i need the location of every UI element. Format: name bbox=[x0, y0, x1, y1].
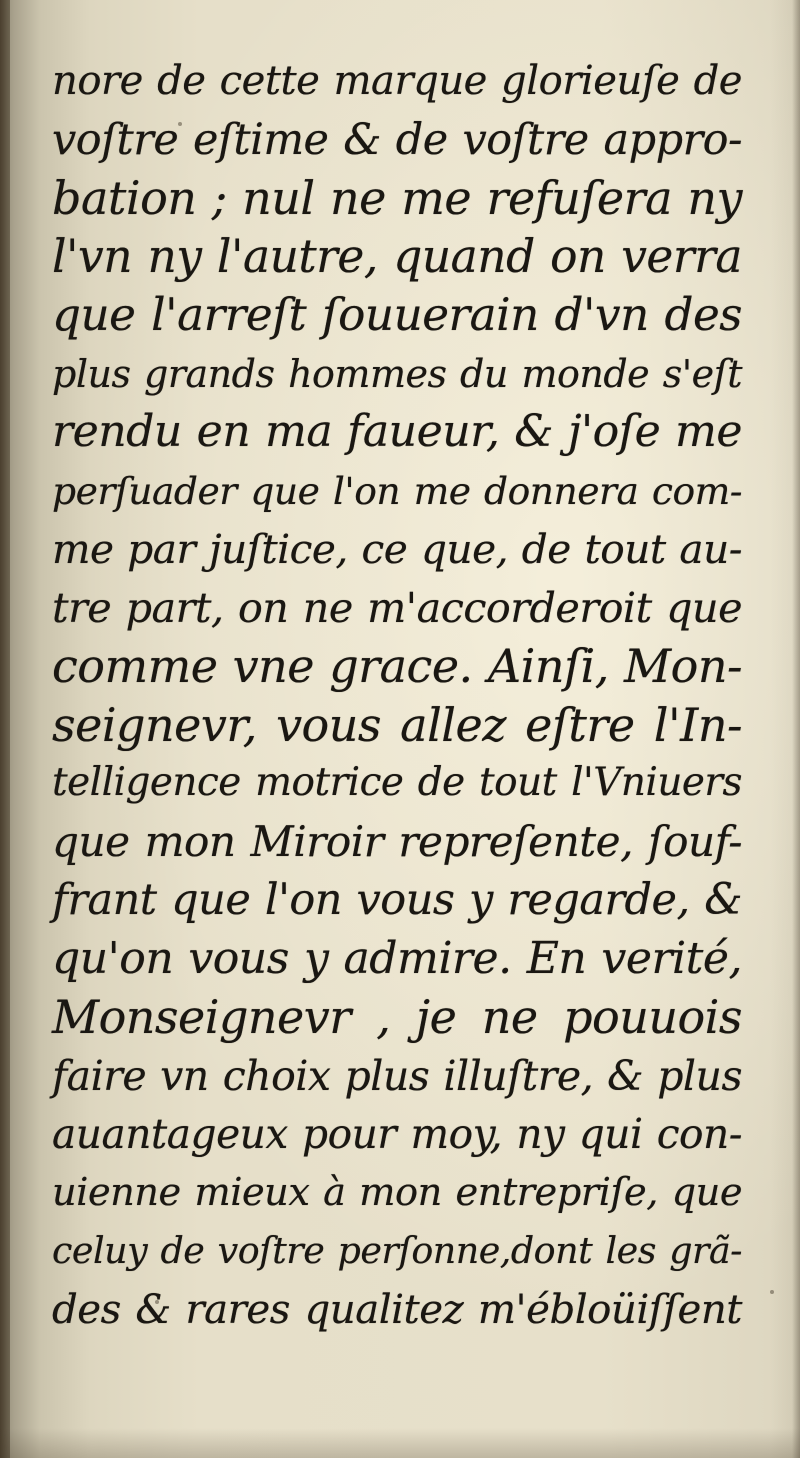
text-line: l'vn ny l'autre, quand on verra bbox=[52, 229, 742, 283]
text-line: frant que l'on vous y regarde, & bbox=[52, 875, 742, 925]
text-line: tre part, on ne m'accorderoit que bbox=[52, 583, 742, 632]
text-line: telligence motrice de tout l'Vniuers bbox=[52, 760, 742, 805]
text-line: faire vn choix plus illuſtre, & plus bbox=[52, 1051, 742, 1100]
text-line: nore de cette marque glorieuſe de bbox=[52, 58, 742, 104]
text-line: uienne mieux à mon entrepriſe, que bbox=[52, 1169, 742, 1215]
text-line: bation ; nul ne me refuſera ny bbox=[52, 171, 742, 225]
ink-speck bbox=[770, 1290, 774, 1294]
text-line: qu'on vous y admire. En verité, bbox=[52, 932, 742, 984]
page-edge-shadow bbox=[792, 0, 800, 1458]
text-line: seignevr, vous allez eſtre l'In- bbox=[52, 697, 742, 752]
text-line: que mon Miroir repreſente, ſouf- bbox=[52, 816, 742, 866]
text-line: que l'arreſt ſouuerain d'vn des bbox=[52, 288, 742, 341]
text-line: rendu en ma faueur, & j'oſe me bbox=[52, 406, 742, 457]
text-line: voſtre eſtime & de voſtre appro- bbox=[52, 114, 742, 165]
text-line: me par juſtice, ce que, de tout au- bbox=[52, 525, 742, 573]
text-line: comme vne grace. Ainſi, Mon- bbox=[52, 639, 742, 693]
text-line: perſuader que l'on me donnera com- bbox=[52, 468, 742, 513]
text-line: des & rares qualitez m'ébloüiſſent bbox=[52, 1285, 742, 1333]
text-line: Monseignevr , je ne pouuois bbox=[52, 990, 742, 1044]
text-line: auantageux pour moy, ny qui con- bbox=[52, 1110, 742, 1158]
page-bottom-shade bbox=[0, 1428, 800, 1458]
text-line: plus grands hommes du monde s'eſt bbox=[52, 351, 742, 396]
page-gutter bbox=[0, 0, 10, 1458]
text-line: celuy de voſtre perſonne,dont les grã- bbox=[52, 1229, 742, 1272]
body-text bbox=[52, 52, 742, 1339]
